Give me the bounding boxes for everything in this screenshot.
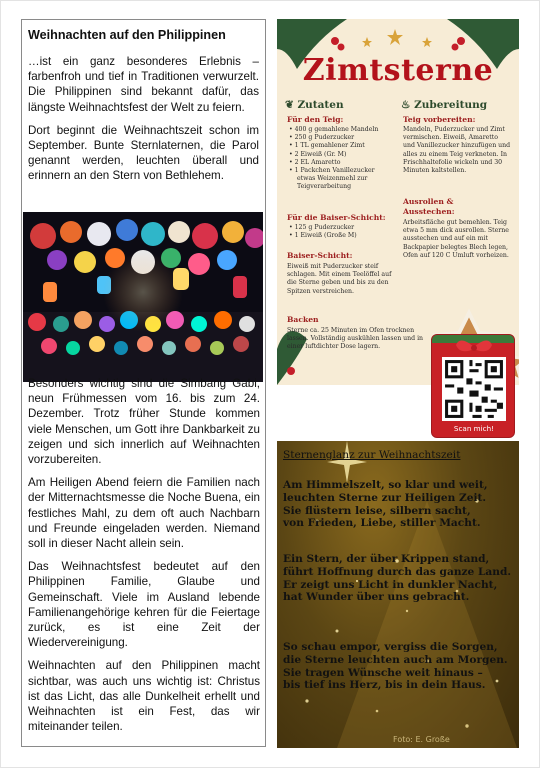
prep-heading: Teig vorbereiten: <box>403 115 476 124</box>
ingredients-heading-label: Zutaten <box>297 99 344 111</box>
preparation-heading-label: Zubereitung <box>414 99 488 111</box>
dough-list <box>289 126 394 192</box>
qr-code[interactable] <box>442 357 506 421</box>
preparation-heading <box>401 99 487 111</box>
parol-lanterns-image <box>23 212 263 382</box>
poem-stanza: So schau empor, vergiss die Sorgen, die Sterne leuchten auch am Morgen. Sie tragen Wünsche weit hinaus – bis tief ins Herz, bis in dein Haus. <box>283 641 508 692</box>
article-paragraph: Das Weihnachtsfest bedeutet auf den Philippinen Familie, Glaube und Gemeinschaft. Viele im Ausland lebende Familienangehörige kehren für die Feiertage zurück, es ist eine Zeit der Wiedervereinigung. <box>28 560 260 650</box>
recipe-card <box>277 19 519 385</box>
poem-panel <box>277 441 519 748</box>
ribbon-bow-icon <box>432 335 515 359</box>
baiser-text: Eiweiß mit Puderzucker steif schlagen. Mit einem Teelöffel auf die Sterne geben und bis zu den Spitzen verstreichen. <box>287 263 392 295</box>
poem-title: Sternenglanz zur Weihnachtszeit <box>283 449 461 461</box>
qr-code-badge[interactable] <box>431 334 515 438</box>
recipe-title: Zimtsterne <box>302 53 494 88</box>
ingredient-item: • 250 g Puderzucker <box>289 134 394 142</box>
lantern-photo <box>23 212 263 382</box>
ingredient-item: • 1 Eiweiß (Große M) <box>289 232 394 240</box>
ingredient-item: • 125 g Puderzucker <box>289 224 394 232</box>
scan-me-label: Scan mich! <box>453 424 495 433</box>
ingredient-item: • 2 EL Amaretto <box>289 159 394 167</box>
article-paragraph: Weihnachten auf den Philippinen macht sichtbar, was auch uns wichtig ist: Christus ist das Licht, das alle Dunkelheit erhellt und Weihnachten ist ein Fest, das wir miteinander teilen. <box>28 659 260 734</box>
qr-code-icon <box>442 357 506 421</box>
article-title: Weihnachten auf den Philippinen <box>28 28 226 42</box>
meringue-list <box>289 224 394 240</box>
ingredient-item: • 2 Eiweiß (Gr. M) <box>289 151 394 159</box>
dough-note: etwas Weizenmehl zur Teigverarbeitung <box>297 175 368 191</box>
bake-text: Sterne ca. 25 Minuten im Ofen trocknen lassen. Vollständig auskühlen lassen und in einer luftdichter Dose lagern. <box>287 327 424 351</box>
leaf-icon: ❦ <box>285 99 294 111</box>
article-column <box>21 19 266 747</box>
ingredient-item: • 400 g gemahlene Mandeln <box>289 126 394 134</box>
dough-heading: Für den Teig: <box>287 115 344 124</box>
baiser-heading: Baiser-Schicht: <box>287 251 353 260</box>
article-paragraph: …ist ein ganz besonderes Erlebnis – farbenfroh und tief in Traditionen verwurzelt. Die Philippinen sind bekannt dafür, das längste Weihnachtsfest der Welt zu feiern. <box>28 55 259 114</box>
bake-heading: Backen <box>287 315 319 324</box>
roll-heading: Ausrollen & Ausstechen: <box>403 197 455 216</box>
article-paragraph: Dort beginnt die Weihnachtszeit schon im September. Bunte Sternlaternen, die Parol genannt werden, leuchten überall und erinnern an den Stern von Bethlehem. <box>28 123 259 183</box>
ingredient-item: • 1 TL gemahlener Zimt <box>289 142 394 150</box>
ingredient-item: • 1 Packchen Vanillezucker <box>289 167 394 175</box>
poem-stanza: Ein Stern, der über Krippen stand, führt Hoffnung durch das ganze Land. Er zeigt uns Licht in dunkler Nacht, hat Wunder über uns gebracht. <box>283 553 512 604</box>
article-lower-text <box>28 376 260 742</box>
chef-icon: ♨ <box>401 99 411 111</box>
poem-stanza: Am Himmelszelt, so klar und weit, leuchten Sterne zur Heiligen Zeit. Sie flüstern leise, silbern sacht, von Frieden, Liebe, stiller Macht. <box>283 479 488 530</box>
roll-text: Arbeitsfläche gut bemehlen. Teig etwa 5 mm dick ausrollen. Sterne ausstechen und auf ein mit Backpapier belegtes Blech legen, Ofen auf 120 C Umluft vorheizen. <box>403 219 509 259</box>
meringue-heading: Für die Baiser-Schicht: <box>287 213 386 222</box>
ingredients-heading <box>285 99 344 111</box>
article-paragraph: Am Heiligen Abend feiern die Familien nach der Mitternachtsmesse die Noche Buena, ein festliches Mahl, zu dem oft auch Nachbarn und Freunde eingeladen werden. Niemand soll in dieser Nacht allein sein. <box>28 476 260 551</box>
photo-credit: Foto: E. Große <box>393 735 450 744</box>
prep-text: Mandeln, Puderzucker und Zimt vermischen. Eiweiß, Amaretto und Vanillezucker hinzufügen und alles zu einem Teig verkneten. In Frischhaltefolie wickeln und 30 Minuten kaltstellen. <box>403 126 511 175</box>
article-paragraph: Besonders wichtig sind die Simbang Gabi, neun Frühmessen vom 16. bis zum 24. Dezember. Trotz früher Stunde kommen viele Menschen, um Gott ihre Dankbarkeit zu zeigen und sich innerlich auf Weihnachten vorzubereiten. <box>28 377 260 467</box>
